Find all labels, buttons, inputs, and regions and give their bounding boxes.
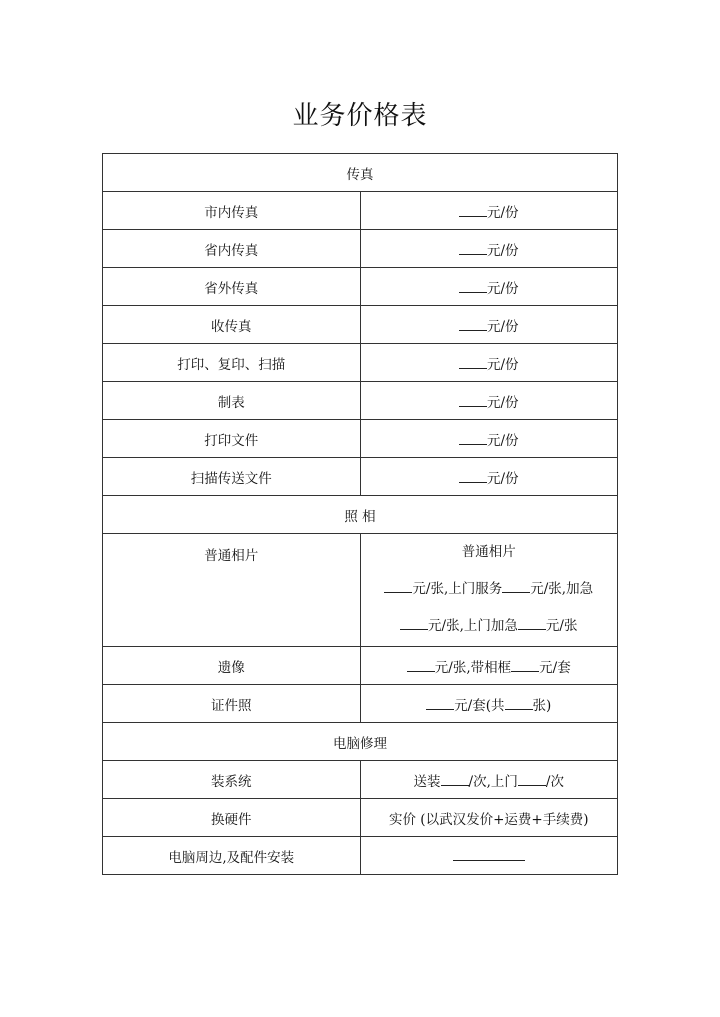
table-row [103, 799, 618, 837]
table-row [103, 344, 618, 382]
price-cell [360, 230, 618, 268]
table-row [103, 268, 618, 306]
price-cell [360, 192, 618, 230]
price-blank [400, 615, 428, 630]
table-row [103, 458, 618, 496]
price-cell [360, 420, 618, 458]
price-blank [518, 615, 546, 630]
price-line: 普通相片 [461, 544, 516, 560]
price-cell [360, 458, 618, 496]
price-blank [459, 278, 487, 293]
section-header-fax: 传真 [103, 154, 618, 192]
price-unit: 元/份 [486, 394, 519, 411]
item-cell: 省外传真 [103, 268, 361, 306]
price-blank [441, 771, 469, 786]
price-cell [360, 344, 618, 382]
table-row [103, 647, 618, 685]
price-unit: 元/份 [486, 432, 519, 449]
table-row [103, 382, 618, 420]
price-text: 元/张,上门服务 [412, 581, 503, 597]
price-cell [360, 837, 618, 875]
price-cell [360, 685, 618, 723]
price-cell [360, 306, 618, 344]
section-header-row [103, 496, 618, 534]
price-blank [426, 695, 454, 710]
section-header-row [103, 723, 618, 761]
price-line [361, 571, 618, 608]
price-cell [360, 268, 618, 306]
price-cell [360, 534, 618, 647]
table-row [103, 230, 618, 268]
price-blank [511, 657, 539, 672]
item-cell: 制表 [103, 382, 361, 420]
table-row [103, 420, 618, 458]
price-blank [453, 846, 525, 861]
price-blank [505, 695, 533, 710]
item-cell: 省内传真 [103, 230, 361, 268]
item-cell: 换硬件 [103, 799, 361, 837]
section-header-photo: 照 相 [103, 496, 618, 534]
price-text: /次,上门 [468, 773, 518, 790]
price-unit: 元/份 [486, 204, 519, 221]
page-title: 业务价格表 [292, 101, 428, 131]
item-cell: 打印、复印、扫描 [103, 344, 361, 382]
section-header-row [103, 154, 618, 192]
price-unit: 元/份 [486, 318, 519, 335]
price-blank [384, 578, 412, 593]
table-row [103, 837, 618, 875]
table-row [103, 306, 618, 344]
table-row [103, 534, 618, 647]
price-cell [360, 761, 618, 799]
price-unit: 元/份 [486, 280, 519, 297]
price-blank [459, 354, 487, 369]
price-blank [459, 240, 487, 255]
item-cell: 遗像 [103, 647, 361, 685]
price-line [361, 608, 618, 645]
price-text: 元/张,上门加急 [428, 618, 518, 634]
item-cell: 证件照 [103, 685, 361, 723]
price-table [102, 153, 618, 875]
price-cell [360, 382, 618, 420]
price-blank [459, 468, 487, 483]
item-cell: 打印文件 [103, 420, 361, 458]
item-cell: 市内传真 [103, 192, 361, 230]
item-cell: 普通相片 [103, 534, 361, 647]
price-text: 张) [532, 697, 552, 714]
item-cell: 装系统 [103, 761, 361, 799]
price-text: 元/套 [539, 659, 571, 676]
price-unit: 元/份 [486, 242, 519, 259]
price-blank [459, 202, 487, 217]
price-text: /次 [545, 773, 564, 790]
table-row [103, 685, 618, 723]
price-text: 元/套(共 [454, 697, 505, 714]
price-blank [407, 657, 435, 672]
price-cell: 实价 (以武汉发价+运费+手续费) [360, 799, 618, 837]
price-text: 送装 [413, 773, 441, 790]
price-blank [502, 578, 530, 593]
price-text: 元/张 [545, 618, 578, 634]
item-cell: 电脑周边,及配件安装 [103, 837, 361, 875]
item-cell: 扫描传送文件 [103, 458, 361, 496]
price-unit: 元/份 [486, 356, 519, 373]
price-blank [459, 430, 487, 445]
price-text: 元/张,带相框 [434, 659, 512, 676]
price-cell [360, 647, 618, 685]
price-blank [459, 316, 487, 331]
item-cell: 收传真 [103, 306, 361, 344]
price-blank [459, 392, 487, 407]
price-blank [518, 771, 546, 786]
price-unit: 元/份 [486, 470, 519, 487]
section-header-repair: 电脑修理 [103, 723, 618, 761]
table-row [103, 192, 618, 230]
table-row [103, 761, 618, 799]
price-text: 元/张,加急 [530, 581, 594, 597]
